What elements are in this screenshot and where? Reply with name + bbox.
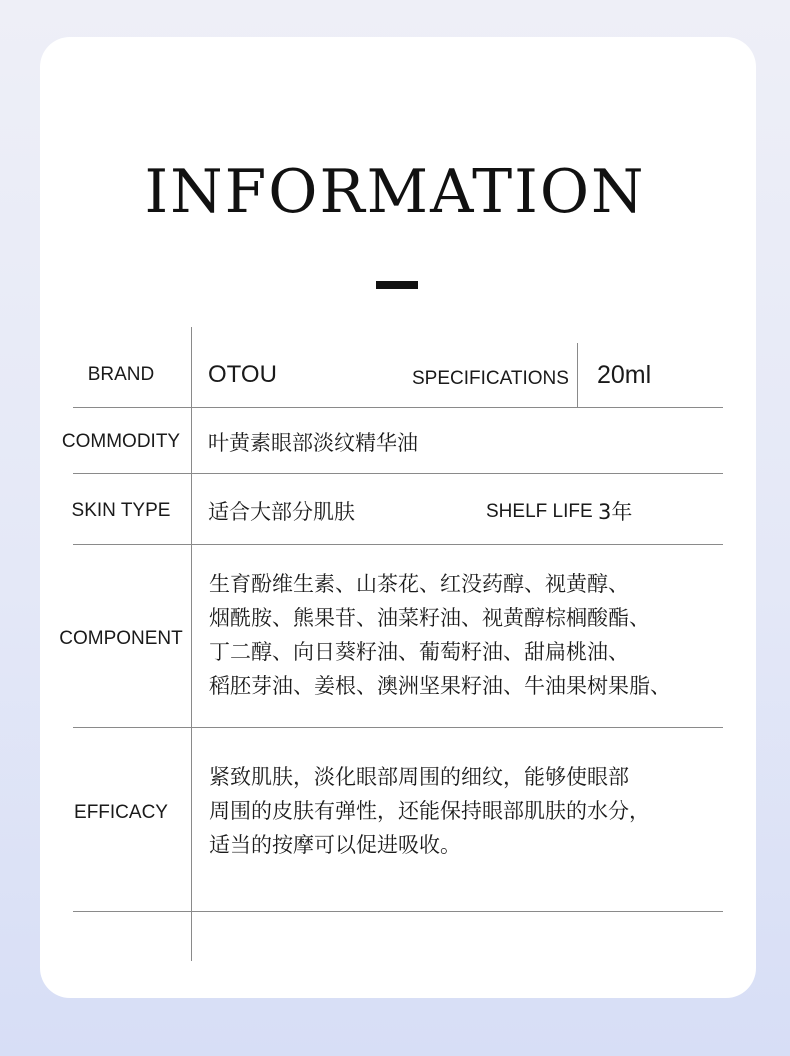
shelf-life-value: 3年 <box>598 500 633 524</box>
skin-type-value: 适合大部分肌肤 <box>208 500 355 524</box>
efficacy-line: 适当的按摩可以促进吸收。 <box>209 833 461 857</box>
row-divider <box>73 911 723 912</box>
component-label: COMPONENT <box>59 628 183 649</box>
specifications-value: 20ml <box>597 361 652 389</box>
component-list <box>209 567 671 703</box>
row-divider <box>73 544 723 545</box>
commodity-label: COMMODITY <box>61 431 181 452</box>
spec-divider <box>577 343 578 407</box>
component-line: 烟酰胺、熊果苷、油菜籽油、视黄醇棕榈酸酯、 <box>209 606 650 630</box>
table-column-divider <box>191 327 192 961</box>
brand-label: BRAND <box>87 364 155 385</box>
efficacy-line: 紧致肌肤，淡化眼部周围的细纹，能够使眼部 <box>209 765 629 789</box>
row-divider <box>73 473 723 474</box>
skin-type-label: SKIN TYPE <box>71 500 171 521</box>
page-title: INFORMATION <box>144 157 646 227</box>
row-divider <box>73 727 723 728</box>
commodity-value: 叶黄素眼部淡纹精华油 <box>208 431 418 455</box>
component-line: 丁二醇、向日葵籽油、葡萄籽油、甜扁桃油、 <box>209 640 629 664</box>
specifications-label: SPECIFICATIONS <box>412 368 569 389</box>
shelf-life-label: SHELF LIFE <box>486 501 593 522</box>
component-line: 稻胚芽油、姜根、澳洲坚果籽油、牛油果树果脂、 <box>209 674 671 698</box>
efficacy-line: 周围的皮肤有弹性，还能保持眼部肌肤的水分， <box>209 799 650 823</box>
efficacy-label: EFFICACY <box>74 802 168 823</box>
title-underline <box>376 281 418 289</box>
brand-value: OTOU <box>208 361 277 388</box>
component-line: 生育酚维生素、山茶花、红没药醇、视黄醇、 <box>209 572 629 596</box>
row-divider <box>73 407 723 408</box>
efficacy-text <box>209 760 650 862</box>
